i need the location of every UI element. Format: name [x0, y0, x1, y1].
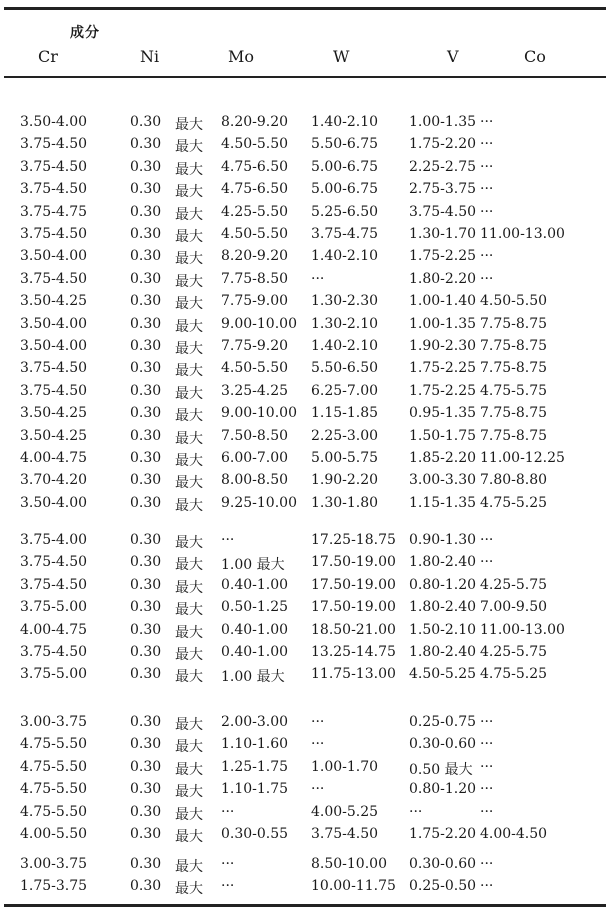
cell-ni: 0.30 [130, 114, 162, 130]
table-row [0, 736, 610, 758]
cell-w: 18.50-21.00 [311, 621, 396, 638]
cell-ni: 0.30 [130, 494, 162, 511]
cell-mo: 0.40-1.00 [221, 576, 289, 593]
cell-max: 最大 [175, 453, 203, 469]
cell-v: 1.85-2.20 [409, 450, 477, 466]
cell-max: 最大 [175, 229, 203, 245]
table-row [0, 136, 610, 158]
cell-w: 5.50-6.75 [311, 136, 379, 153]
cell-max: 最大 [175, 341, 203, 357]
table-row [0, 759, 610, 781]
cell-mo: 9.00-10.00 [221, 315, 297, 332]
cell-mo: 0.40-1.00 [221, 621, 289, 638]
table-row [0, 472, 610, 494]
cell-co: ··· [480, 203, 494, 220]
cell-w: 1.00-1.70 [311, 758, 379, 775]
cell-mo: ··· [221, 532, 235, 548]
table-row [0, 338, 610, 360]
cell-v: 2.75-3.75 [409, 181, 477, 198]
cell-cr: 3.00-3.75 [20, 856, 88, 872]
cell-mo: 7.50-8.50 [221, 427, 289, 444]
cell-max: 最大 [175, 117, 203, 133]
cell-co: ··· [480, 781, 494, 798]
cell-w: 17.50-19.00 [311, 576, 396, 593]
cell-mo: 4.75-6.50 [221, 158, 289, 175]
cell-cr: 3.75-4.75 [20, 203, 88, 220]
cell-v: 0.30-0.60 [409, 736, 477, 753]
table-row [0, 405, 610, 427]
cell-v: 4.50-5.25 [409, 666, 477, 683]
cell-w: 1.15-1.85 [311, 405, 379, 422]
top-rule [4, 7, 606, 10]
table-row [0, 781, 610, 803]
header-cr: Cr [38, 47, 58, 66]
cell-v: 0.90-1.30 [409, 532, 477, 548]
cell-cr: 3.50-4.00 [20, 315, 88, 332]
cell-max: 最大 [175, 318, 203, 335]
cell-w: 10.00-11.75 [311, 878, 396, 895]
cell-v: 1.00-1.35 [409, 114, 477, 130]
cell-max: 最大 [175, 184, 203, 201]
cell-co: ··· [480, 158, 494, 175]
cell-cr: 3.50-4.00 [20, 248, 88, 265]
cell-cr: 4.75-5.50 [20, 736, 88, 753]
cell-cr: 4.00-4.75 [20, 450, 88, 466]
cell-v: 0.30-0.60 [409, 856, 477, 872]
cell-max: 最大 [175, 806, 203, 823]
cell-cr: 3.75-4.50 [20, 136, 88, 153]
cell-max: 最大 [175, 385, 203, 402]
table-row [0, 204, 610, 226]
cell-max: 最大 [175, 296, 203, 313]
cell-v: 1.80-2.40 [409, 644, 477, 660]
cell-w: 1.40-2.10 [311, 338, 379, 354]
cell-v: 0.80-1.20 [409, 781, 477, 798]
table-row [0, 804, 610, 826]
cell-cr: 3.50-4.25 [20, 427, 88, 444]
cell-mo: 1.00 最大 [221, 557, 285, 574]
cell-co: 11.00-13.00 [480, 621, 565, 638]
cell-ni: 0.30 [130, 781, 162, 798]
table-row [0, 383, 610, 405]
cell-co: 7.75-8.75 [480, 405, 548, 422]
table-row [0, 450, 610, 472]
cell-mo: 0.40-1.00 [221, 644, 289, 660]
cell-mo: 8.00-8.50 [221, 472, 289, 489]
table-row [0, 856, 610, 878]
cell-mo: 1.25-1.75 [221, 758, 289, 775]
cell-cr: 3.00-3.75 [20, 714, 88, 730]
cell-co: ··· [480, 114, 494, 130]
table-row [0, 181, 610, 203]
cell-max: 最大 [175, 669, 203, 686]
cell-co: 4.00-4.50 [480, 826, 548, 842]
cell-co: ··· [480, 736, 494, 753]
cell-mo: 6.00-7.00 [221, 450, 289, 466]
cell-mo: 9.25-10.00 [221, 494, 297, 511]
cell-mo: 4.50-5.50 [221, 136, 289, 153]
table-row [0, 316, 610, 338]
cell-w: 3.75-4.75 [311, 226, 379, 242]
cell-cr: 3.75-4.00 [20, 532, 88, 548]
cell-mo: 3.25-4.25 [221, 382, 289, 399]
cell-co: 7.75-8.75 [480, 427, 548, 444]
table-row [0, 495, 610, 517]
cell-ni: 0.30 [130, 826, 162, 842]
table-row [0, 878, 610, 900]
cell-w: 5.00-6.75 [311, 181, 379, 198]
cell-ni: 0.30 [130, 427, 162, 444]
group-title: 成分 [70, 25, 100, 41]
table-row [0, 532, 610, 554]
table-row [0, 577, 610, 599]
cell-ni: 0.30 [130, 666, 162, 683]
cell-max: 最大 [175, 535, 203, 551]
cell-co: ··· [480, 714, 494, 730]
cell-co: ··· [480, 270, 494, 287]
cell-w: 1.90-2.20 [311, 472, 379, 489]
cell-mo: ··· [221, 856, 235, 872]
cell-ni: 0.30 [130, 293, 162, 310]
cell-mo: ··· [221, 878, 235, 895]
cell-v: 1.90-2.30 [409, 338, 477, 354]
cell-mo: 4.50-5.50 [221, 360, 289, 377]
cell-w: ··· [311, 736, 325, 753]
cell-w: 5.25-6.50 [311, 203, 379, 220]
cell-co: 4.75-5.25 [480, 494, 548, 511]
cell-cr: 4.75-5.50 [20, 803, 88, 820]
cell-co: 7.80-8.80 [480, 472, 548, 489]
cell-co: ··· [480, 554, 494, 571]
table-row [0, 644, 610, 666]
cell-ni: 0.30 [130, 714, 162, 730]
cell-cr: 3.75-4.50 [20, 554, 88, 571]
cell-mo: 1.00 最大 [221, 669, 285, 686]
cell-max: 最大 [175, 579, 203, 596]
cell-co: 4.25-5.75 [480, 644, 548, 660]
cell-ni: 0.30 [130, 203, 162, 220]
cell-ni: 0.30 [130, 554, 162, 571]
cell-mo: 2.00-3.00 [221, 714, 289, 730]
cell-v: 0.25-0.75 [409, 714, 477, 730]
cell-v: 2.25-2.75 [409, 158, 477, 175]
header-rule [4, 76, 606, 78]
cell-ni: 0.30 [130, 158, 162, 175]
cell-max: 最大 [175, 363, 203, 380]
cell-ni: 0.30 [130, 599, 162, 616]
cell-v: 1.80-2.40 [409, 554, 477, 571]
cell-co: ··· [480, 803, 494, 820]
cell-max: 最大 [175, 206, 203, 223]
cell-w: 5.50-6.50 [311, 360, 379, 377]
cell-mo: 4.50-5.50 [221, 226, 289, 242]
cell-w: 13.25-14.75 [311, 644, 396, 660]
cell-ni: 0.30 [130, 532, 162, 548]
table-row [0, 271, 610, 293]
cell-co: ··· [480, 532, 494, 548]
table-row [0, 159, 610, 181]
cell-cr: 3.50-4.00 [20, 494, 88, 511]
cell-co: 11.00-13.00 [480, 226, 565, 242]
cell-w: 17.25-18.75 [311, 532, 396, 548]
cell-max: 最大 [175, 647, 203, 663]
cell-cr: 3.50-4.00 [20, 114, 88, 130]
header-v: V [447, 47, 459, 66]
header-co: Co [524, 47, 546, 66]
cell-max: 最大 [175, 430, 203, 447]
cell-cr: 3.75-5.00 [20, 599, 88, 616]
cell-w: ··· [311, 714, 325, 730]
cell-mo: 7.75-9.00 [221, 293, 289, 310]
cell-ni: 0.30 [130, 360, 162, 377]
cell-max: 最大 [175, 139, 203, 156]
cell-v: ··· [409, 803, 423, 820]
cell-co: 4.50-5.50 [480, 293, 548, 310]
cell-w: 1.30-2.10 [311, 315, 379, 332]
cell-v: 1.75-2.25 [409, 382, 477, 399]
cell-max: 最大 [175, 829, 203, 845]
cell-v: 1.75-2.25 [409, 360, 477, 377]
cell-co: 7.00-9.50 [480, 599, 548, 616]
cell-max: 最大 [175, 251, 203, 268]
cell-v: 1.00-1.35 [409, 315, 477, 332]
cell-co: 11.00-12.25 [480, 450, 565, 466]
cell-max: 最大 [175, 273, 203, 290]
table-row [0, 666, 610, 688]
cell-v: 0.50 最大 [409, 761, 473, 778]
cell-mo: 1.10-1.60 [221, 736, 289, 753]
cell-max: 最大 [175, 784, 203, 801]
cell-mo: 1.10-1.75 [221, 781, 289, 798]
cell-cr: 3.50-4.00 [20, 338, 88, 354]
cell-mo: 4.75-6.50 [221, 181, 289, 198]
cell-mo: 4.25-5.50 [221, 203, 289, 220]
table-row [0, 826, 610, 848]
cell-cr: 3.50-4.25 [20, 293, 88, 310]
cell-cr: 3.75-4.50 [20, 382, 88, 399]
cell-cr: 3.75-4.50 [20, 270, 88, 287]
cell-max: 最大 [175, 497, 203, 514]
cell-ni: 0.30 [130, 382, 162, 399]
cell-cr: 3.75-4.50 [20, 158, 88, 175]
cell-v: 3.75-4.50 [409, 203, 477, 220]
cell-ni: 0.30 [130, 181, 162, 198]
cell-max: 最大 [175, 624, 203, 641]
cell-cr: 1.75-3.75 [20, 878, 88, 895]
cell-co: ··· [480, 758, 494, 775]
cell-w: 6.25-7.00 [311, 382, 379, 399]
cell-v: 1.75-2.25 [409, 248, 477, 265]
cell-ni: 0.30 [130, 878, 162, 895]
cell-max: 最大 [175, 557, 203, 574]
cell-mo: 0.30-0.55 [221, 826, 289, 842]
cell-ni: 0.30 [130, 758, 162, 775]
cell-mo: 9.00-10.00 [221, 405, 297, 422]
table-row [0, 293, 610, 315]
cell-cr: 3.75-4.50 [20, 226, 88, 242]
cell-max: 最大 [175, 161, 203, 178]
cell-co: 7.75-8.75 [480, 360, 548, 377]
cell-co: 4.75-5.25 [480, 666, 548, 683]
cell-ni: 0.30 [130, 736, 162, 753]
table-row [0, 599, 610, 621]
cell-cr: 4.00-4.75 [20, 621, 88, 638]
cell-max: 最大 [175, 717, 203, 733]
cell-mo: 8.20-9.20 [221, 248, 289, 265]
cell-v: 1.80-2.40 [409, 599, 477, 616]
cell-cr: 3.75-4.50 [20, 360, 88, 377]
header-w: W [333, 47, 350, 66]
cell-cr: 4.75-5.50 [20, 758, 88, 775]
table-row [0, 226, 610, 248]
cell-w: 5.00-6.75 [311, 158, 379, 175]
cell-co: 4.25-5.75 [480, 576, 548, 593]
cell-w: 1.30-2.30 [311, 293, 379, 310]
cell-max: 最大 [175, 475, 203, 492]
cell-max: 最大 [175, 739, 203, 756]
cell-w: 2.25-3.00 [311, 427, 379, 444]
cell-v: 1.00-1.40 [409, 293, 477, 310]
cell-mo: 7.75-8.50 [221, 270, 289, 287]
cell-v: 1.75-2.20 [409, 826, 477, 842]
cell-w: 4.00-5.25 [311, 803, 379, 820]
cell-co: ··· [480, 181, 494, 198]
cell-mo: ··· [221, 803, 235, 820]
cell-ni: 0.30 [130, 405, 162, 422]
cell-w: 17.50-19.00 [311, 599, 396, 616]
cell-max: 最大 [175, 761, 203, 778]
table-row [0, 554, 610, 576]
cell-w: 11.75-13.00 [311, 666, 396, 683]
cell-max: 最大 [175, 408, 203, 425]
cell-cr: 3.70-4.20 [20, 472, 88, 489]
table-row [0, 248, 610, 270]
cell-ni: 0.30 [130, 576, 162, 593]
cell-cr: 3.75-4.50 [20, 644, 88, 660]
bottom-rule [4, 904, 606, 907]
table-row [0, 360, 610, 382]
cell-cr: 3.50-4.25 [20, 405, 88, 422]
cell-cr: 3.75-4.50 [20, 181, 88, 198]
cell-ni: 0.30 [130, 621, 162, 638]
cell-max: 最大 [175, 859, 203, 875]
cell-cr: 3.75-4.50 [20, 576, 88, 593]
cell-w: 1.40-2.10 [311, 114, 379, 130]
cell-w: 1.30-1.80 [311, 494, 379, 511]
cell-v: 1.80-2.20 [409, 270, 477, 287]
cell-w: ··· [311, 270, 325, 287]
cell-co: 4.75-5.75 [480, 382, 548, 399]
cell-v: 0.95-1.35 [409, 405, 477, 422]
cell-v: 0.80-1.20 [409, 576, 477, 593]
cell-ni: 0.30 [130, 803, 162, 820]
cell-mo: 7.75-9.20 [221, 338, 289, 354]
cell-w: 5.00-5.75 [311, 450, 379, 466]
cell-max: 最大 [175, 881, 203, 898]
cell-co: ··· [480, 248, 494, 265]
table-row [0, 622, 610, 644]
cell-v: 1.75-2.20 [409, 136, 477, 153]
cell-w: ··· [311, 781, 325, 798]
cell-w: 17.50-19.00 [311, 554, 396, 571]
cell-ni: 0.30 [130, 856, 162, 872]
cell-mo: 0.50-1.25 [221, 599, 289, 616]
cell-w: 3.75-4.50 [311, 826, 379, 842]
cell-v: 1.30-1.70 [409, 226, 477, 242]
cell-cr: 4.00-5.50 [20, 826, 88, 842]
header-mo: Mo [228, 47, 255, 66]
cell-ni: 0.30 [130, 450, 162, 466]
cell-ni: 0.30 [130, 644, 162, 660]
cell-ni: 0.30 [130, 338, 162, 354]
cell-co: ··· [480, 136, 494, 153]
cell-v: 0.25-0.50 [409, 878, 477, 895]
cell-v: 3.00-3.30 [409, 472, 477, 489]
cell-cr: 3.75-5.00 [20, 666, 88, 683]
cell-mo: 8.20-9.20 [221, 114, 289, 130]
cell-cr: 4.75-5.50 [20, 781, 88, 798]
cell-v: 1.50-2.10 [409, 621, 477, 638]
cell-ni: 0.30 [130, 472, 162, 489]
cell-ni: 0.30 [130, 315, 162, 332]
cell-co: ··· [480, 878, 494, 895]
table-row [0, 428, 610, 450]
cell-v: 1.50-1.75 [409, 427, 477, 444]
cell-co: 7.75-8.75 [480, 315, 548, 332]
cell-ni: 0.30 [130, 248, 162, 265]
cell-w: 1.40-2.10 [311, 248, 379, 265]
cell-ni: 0.30 [130, 270, 162, 287]
cell-ni: 0.30 [130, 136, 162, 153]
table-row [0, 714, 610, 736]
cell-co: 7.75-8.75 [480, 338, 548, 354]
table-row [0, 114, 610, 136]
cell-w: 8.50-10.00 [311, 856, 387, 872]
header-ni: Ni [140, 47, 160, 66]
cell-v: 1.15-1.35 [409, 494, 477, 511]
cell-max: 最大 [175, 602, 203, 619]
cell-ni: 0.30 [130, 226, 162, 242]
cell-co: ··· [480, 856, 494, 872]
